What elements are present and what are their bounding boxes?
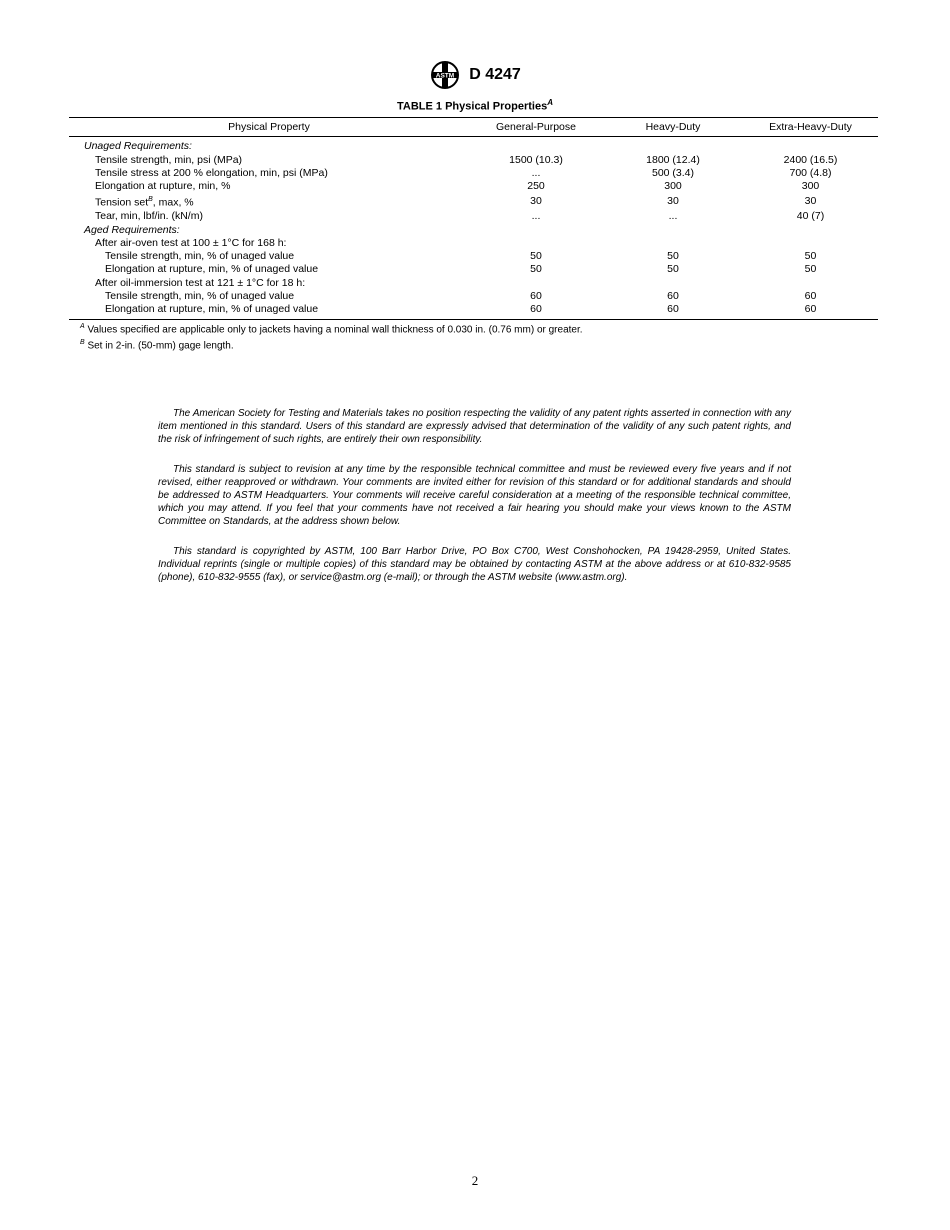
cell-general-purpose: ...	[531, 210, 541, 223]
cell-extra-heavy-duty: 2400 (16.5)	[783, 153, 838, 166]
cell-extra-heavy-duty: 60	[743, 303, 878, 319]
notice-copyright: This standard is copyrighted by ASTM, 100 Barr Harbor Drive, PO Box C700, West Conshohocken, PA 19428-2959, United States. Individual reprints (single or multiple copies) of this standard may be obtained by contacting ASTM at the above address or at 610-832-9585 (phone), 610-832-9555 (fax), or service@astm.org (e-mail); or through the ASTM website (www.astm.org).	[158, 545, 791, 584]
cell-general-purpose: 60	[530, 290, 542, 303]
notice-patent-rights: The American Society for Testing and Materials takes no position respecting the validity of any patent rights asserted in connection with any item mentioned in this standard. Users of this standard are expressly advised that determination of the validity of any such patent rights, and the risk of infringement of such rights, are entirely their own responsibility.	[158, 408, 791, 446]
cell-general-purpose: 50	[530, 263, 542, 276]
table-row	[69, 290, 878, 303]
cell-general-purpose: ...	[531, 166, 541, 179]
cell-extra-heavy-duty: 40 (7)	[796, 210, 825, 223]
table-row-section	[69, 137, 878, 154]
cell-general-purpose: 250	[527, 180, 545, 193]
footnote-mark: B	[148, 196, 153, 204]
astm-notices	[158, 407, 791, 600]
column-header-general-purpose: General-Purpose	[469, 118, 603, 137]
table-footnotes	[80, 320, 583, 353]
table-row	[69, 180, 878, 193]
table-row-section	[69, 224, 878, 237]
cell-extra-heavy-duty: 300	[801, 180, 820, 193]
row-label: Elongation at rupture, min, % of unaged value	[69, 303, 469, 319]
row-label: Tear, min, lbf/in. (kN/m)	[95, 210, 203, 223]
notice-revision: This standard is subject to revision at any time by the responsible technical committee and must be reviewed every five years and if not revised, either reapproved or withdrawn. Your comments are invited either for revision of this standard or for additional standards and should be addressed to ASTM Headquarters. Your comments will receive careful consideration at a meeting of the responsible technical committee, which you may attend. If you feel that your comments have not received a fair hearing you should make your views known to the ASTM Committee on Standards, at the address shown below.	[158, 463, 791, 528]
footnote-a: $^A$ Values specified are applicable only to jackets having a nominal wall thickness of 0.030 in. (0.76 mm) or greater.	[80, 323, 583, 336]
cell-extra-heavy-duty: 60	[804, 290, 817, 303]
cell-general-purpose: 50	[530, 250, 542, 263]
cell-heavy-duty: ...	[668, 210, 678, 223]
cell-heavy-duty: 50	[667, 263, 679, 276]
page-number: 2	[471, 1173, 479, 1188]
cell-extra-heavy-duty: 700 (4.8)	[789, 166, 832, 179]
table-header-row	[69, 118, 878, 137]
astm-logo-icon	[429, 60, 461, 90]
table-title: TABLE 1 Physical Properties$^A$	[397, 98, 553, 113]
section-heading-unaged: Unaged Requirements:	[84, 140, 192, 153]
cell-general-purpose: 60	[469, 303, 603, 319]
table-row	[69, 154, 878, 167]
physical-properties-table	[69, 117, 878, 320]
table-row	[69, 167, 878, 180]
cell-heavy-duty: 60	[667, 290, 679, 303]
cell-heavy-duty: 30	[667, 195, 679, 208]
column-header-physical-property: Physical Property	[69, 118, 469, 137]
cell-extra-heavy-duty: 50	[804, 263, 817, 276]
subsection-heading-oil-immersion: After oil-immersion test at 121 ± 1°C for 18 h:	[95, 276, 306, 289]
table-row	[69, 263, 878, 276]
table-row-subsection	[69, 277, 878, 290]
cell-heavy-duty: 50	[667, 250, 679, 263]
cell-general-purpose: 1500 (10.3)	[509, 153, 563, 166]
table-row	[69, 210, 878, 223]
cell-general-purpose: 30	[530, 195, 542, 208]
svg-text:ASTM: ASTM	[435, 72, 455, 80]
table-row	[69, 193, 878, 210]
column-header-heavy-duty: Heavy-Duty	[603, 118, 743, 137]
cell-extra-heavy-duty: 30	[804, 195, 817, 208]
table-row	[69, 303, 878, 319]
cell-heavy-duty: 60	[603, 303, 743, 319]
table-row-subsection	[69, 237, 878, 250]
table-row	[69, 250, 878, 263]
row-label: Tensile stress at 200 % elongation, min, psi (MPa)	[95, 166, 328, 179]
standard-designation: D 4247	[469, 66, 521, 83]
row-label: Tension set$^B$, max, %	[95, 196, 194, 209]
row-label: Elongation at rupture, min, % of unaged value	[105, 263, 319, 276]
row-label: Tensile strength, min, % of unaged value	[105, 250, 295, 263]
section-heading-aged: Aged Requirements:	[84, 223, 180, 236]
row-label: Tensile strength, min, psi (MPa)	[95, 153, 243, 166]
row-label: Tensile strength, min, % of unaged value	[105, 290, 295, 303]
cell-heavy-duty: 1800 (12.4)	[646, 153, 700, 166]
subsection-heading-air-oven: After air-oven test at 100 ± 1°C for 168 h:	[95, 236, 287, 249]
column-header-extra-heavy-duty: Extra-Heavy-Duty	[743, 118, 878, 137]
row-label: Elongation at rupture, min, %	[95, 180, 231, 193]
page-header	[0, 60, 950, 90]
cell-heavy-duty: 500 (3.4)	[651, 166, 695, 179]
cell-heavy-duty: 300	[664, 180, 682, 193]
cell-extra-heavy-duty: 50	[804, 250, 817, 263]
footnote-b: $^B$ Set in 2-in. (50-mm) gage length.	[80, 339, 234, 352]
